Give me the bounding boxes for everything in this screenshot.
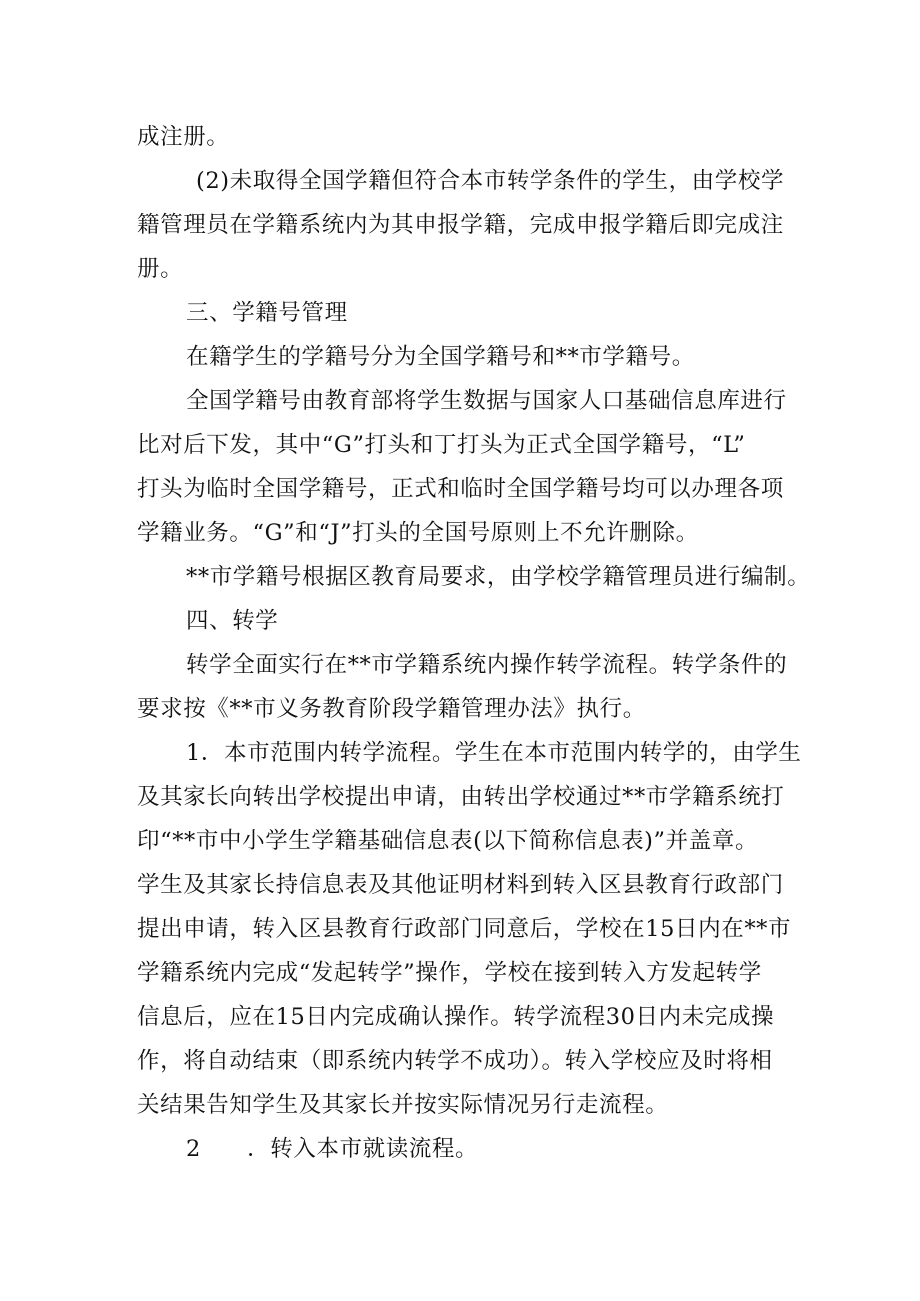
text-line: (2)未取得全国学籍但符合本市转学条件的学生，由学校学 xyxy=(196,168,785,194)
text-line: 学籍系统内完成“发起转学”操作，学校在接到转入方发起转学 xyxy=(137,960,762,986)
text-line: **市学籍号根据区教育局要求，由学校学籍管理员进行编制。 xyxy=(186,564,811,590)
text-line: 及其家长向转出学校提出申请，由转出学校通过**市学籍系统打 xyxy=(137,784,785,810)
text-line: 学生及其家长持信息表及其他证明材料到转入区县教育行政部门 xyxy=(137,872,784,898)
text-line: 信息后，应在15日内完成确认操作。转学流程30日内未完成操 xyxy=(137,1004,775,1030)
text-line: 籍管理员在学籍系统内为其申报学籍，完成申报学籍后即完成注 xyxy=(137,212,784,238)
section-heading: 四、转学 xyxy=(186,608,279,634)
text-line: 打头为临时全国学籍号，正式和临时全国学籍号均可以办理各项 xyxy=(137,476,784,502)
text-line: 册。 xyxy=(137,256,184,282)
text-line: 2 ．转入本市就读流程。 xyxy=(186,1136,479,1162)
text-line: 印“**市中小学生学籍基础信息表(以下简称信息表)”并盖章。 xyxy=(137,828,759,854)
text-line: 比对后下发，其中“G”打头和丁打头为正式全国学籍号，“L” xyxy=(137,432,746,458)
text-line: 全国学籍号由教育部将学生数据与国家人口基础信息库进行 xyxy=(186,388,787,414)
section-heading: 三、学籍号管理 xyxy=(186,300,348,326)
text-line: 提出申请，转入区县教育行政部门同意后，学校在15日内在**市 xyxy=(137,916,792,942)
text-line: 要求按《**市义务教育阶段学籍管理办法》执行。 xyxy=(137,696,646,722)
text-line: 成注册。 xyxy=(137,124,230,150)
text-line: 学籍业务。“G”和“J”打头的全国号原则上不允许删除。 xyxy=(137,520,699,546)
text-line: 转学全面实行在**市学籍系统内操作转学流程。转学条件的 xyxy=(186,652,788,678)
text-line: 1．本市范围内转学流程。学生在本市范围内转学的，由学生 xyxy=(186,740,802,766)
text-line: 在籍学生的学籍号分为全国学籍号和**市学籍号。 xyxy=(186,344,695,370)
text-line: 作，将自动结束（即系统内转学不成功）。转入学校应及时将相 xyxy=(137,1048,773,1074)
text-line: 关结果告知学生及其家长并按实际情况另行走流程。 xyxy=(137,1092,669,1118)
